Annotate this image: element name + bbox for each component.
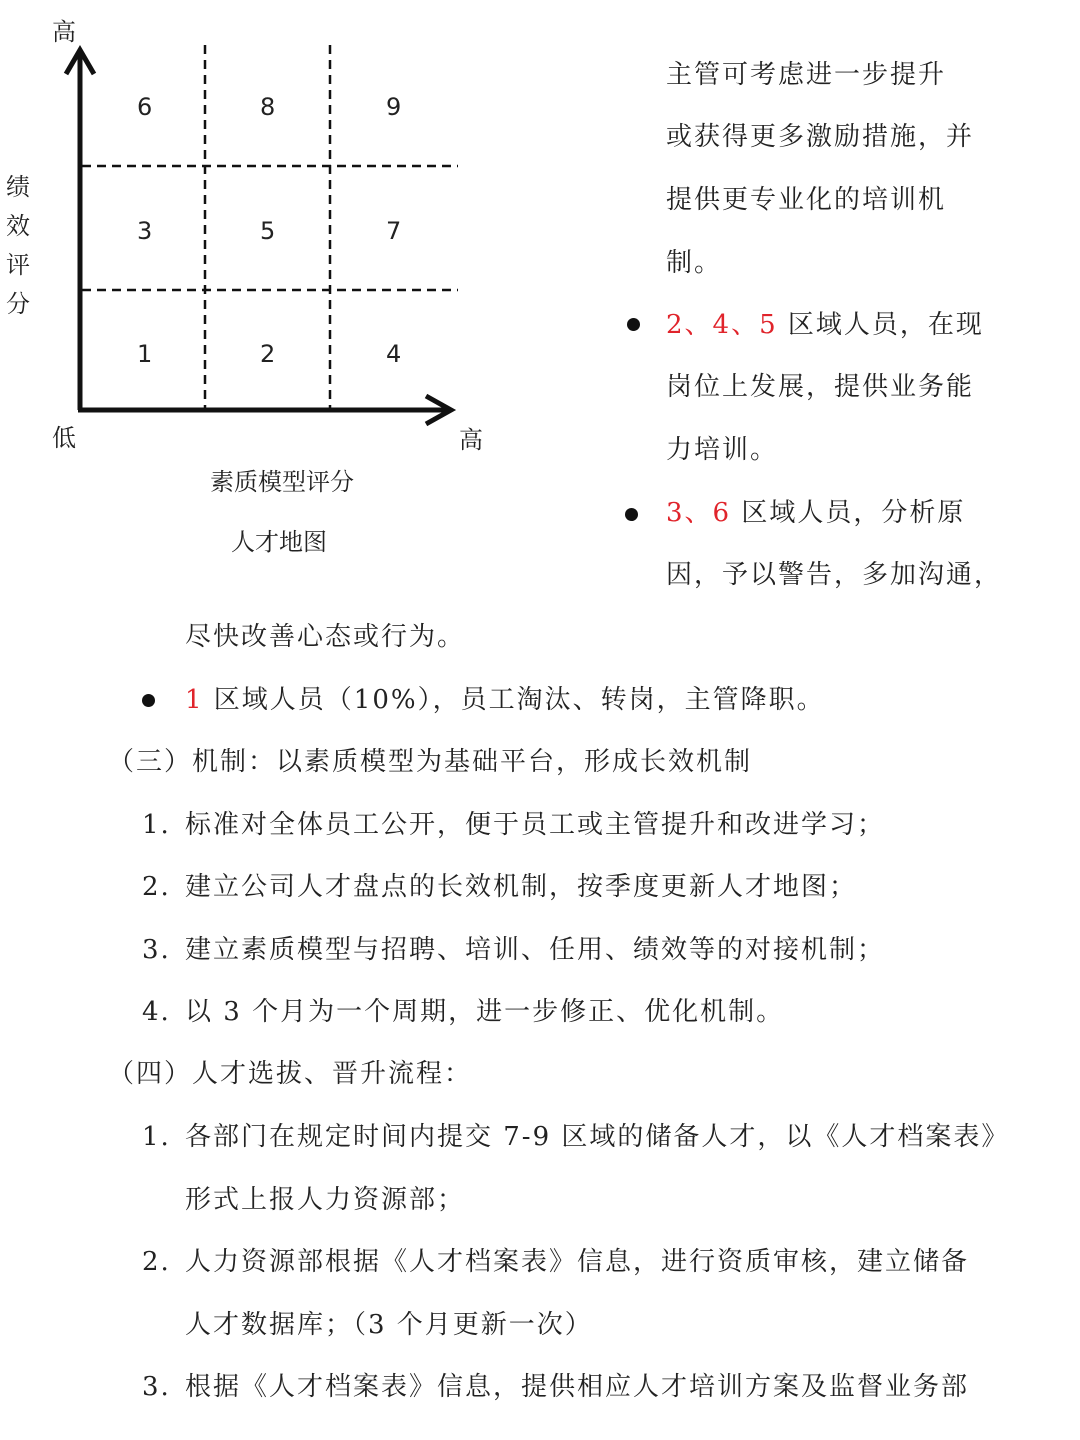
list-item: 人力资源部根据《人才档案表》信息，进行资质审核，建立储备 [185,1247,970,1277]
list-item-number: 4. [142,997,171,1027]
bullet3-line [185,687,825,713]
list-item-number: 3. [142,935,171,965]
cell-9: 9 [386,93,402,121]
bullet2-continuation: 尽快改善心态或行为。 [185,622,466,652]
cell-4: 4 [386,340,402,368]
bullet-dot [627,318,640,331]
para1-line: 主管可考虑进一步提升 [666,60,947,90]
bullet2-zones: 3、6 [666,498,732,528]
bullet2-line2: 因，予以警告，多加沟通， [666,560,1003,590]
x-axis-high-label: 高 [459,426,483,454]
list-item-continuation: 人才数据库；（3 个月更新一次） [185,1310,593,1340]
list-item: 建立公司人才盘点的长效机制，按季度更新人才地图； [185,872,858,902]
y-axis-title-char: 分 [6,290,30,318]
y-axis-title-char: 评 [6,251,30,279]
bullet1-text: 区域人员，在现 [777,310,984,340]
bullet2-line1 [666,500,965,526]
list-item-number: 3. [142,1372,171,1402]
para1-line: 制。 [666,248,723,278]
list-item: 各部门在规定时间内提交 7-9 区域的储备人才，以《人才档案表》 [185,1122,1010,1152]
list-item-continuation: 形式上报人力资源部； [185,1185,466,1215]
bullet1-line3: 力培训。 [666,435,779,465]
y-axis-title-char: 效 [6,212,30,240]
bullet3-text: 区域人员（10%），员工淘汰、转岗，主管降职。 [203,685,825,715]
y-axis-title-char: 绩 [6,173,30,201]
list-item: 根据《人才档案表》信息，提供相应人才培训方案及监督业务部 [185,1372,970,1402]
list-item-number: 2. [142,1247,171,1277]
origin-low-label: 低 [52,424,76,452]
para1-line: 提供更专业化的培训机 [666,185,947,215]
bullet-dot [142,694,155,707]
cell-6: 6 [137,93,153,121]
y-axis-title [5,168,31,324]
list-item-number: 1. [142,1122,171,1152]
bullet2-text: 区域人员，分析原 [731,498,966,528]
cell-5: 5 [260,217,276,245]
para1-line: 或获得更多激励措施，并 [666,122,975,152]
list-item-number: 2. [142,872,171,902]
section3-heading: （三）机制：以素质模型为基础平台，形成长效机制 [108,747,753,777]
list-item-number: 1. [142,810,171,840]
cell-3: 3 [137,217,153,245]
x-axis-title: 素质模型评分 [210,468,354,496]
bullet1-line2: 岗位上发展，提供业务能 [666,372,975,402]
bullet1-line1 [666,312,984,338]
cell-2: 2 [260,340,276,368]
list-item: 以 3 个月为一个周期，进一步修正、优化机制。 [185,997,785,1027]
bullet-dot [625,508,638,521]
list-item: 建立素质模型与招聘、培训、任用、绩效等的对接机制； [185,935,886,965]
list-item: 标准对全体员工公开，便于员工或主管提升和改进学习； [185,810,886,840]
section4-heading: （四）人才选拔、晋升流程： [108,1059,473,1089]
cell-1: 1 [137,340,153,368]
bullet3-zone: 1 [185,685,204,715]
y-axis-high-label: 高 [52,18,76,46]
chart-caption: 人才地图 [231,528,327,556]
cell-7: 7 [386,217,402,245]
bullet1-zones: 2、4、5 [666,310,778,340]
cell-8: 8 [260,93,276,121]
